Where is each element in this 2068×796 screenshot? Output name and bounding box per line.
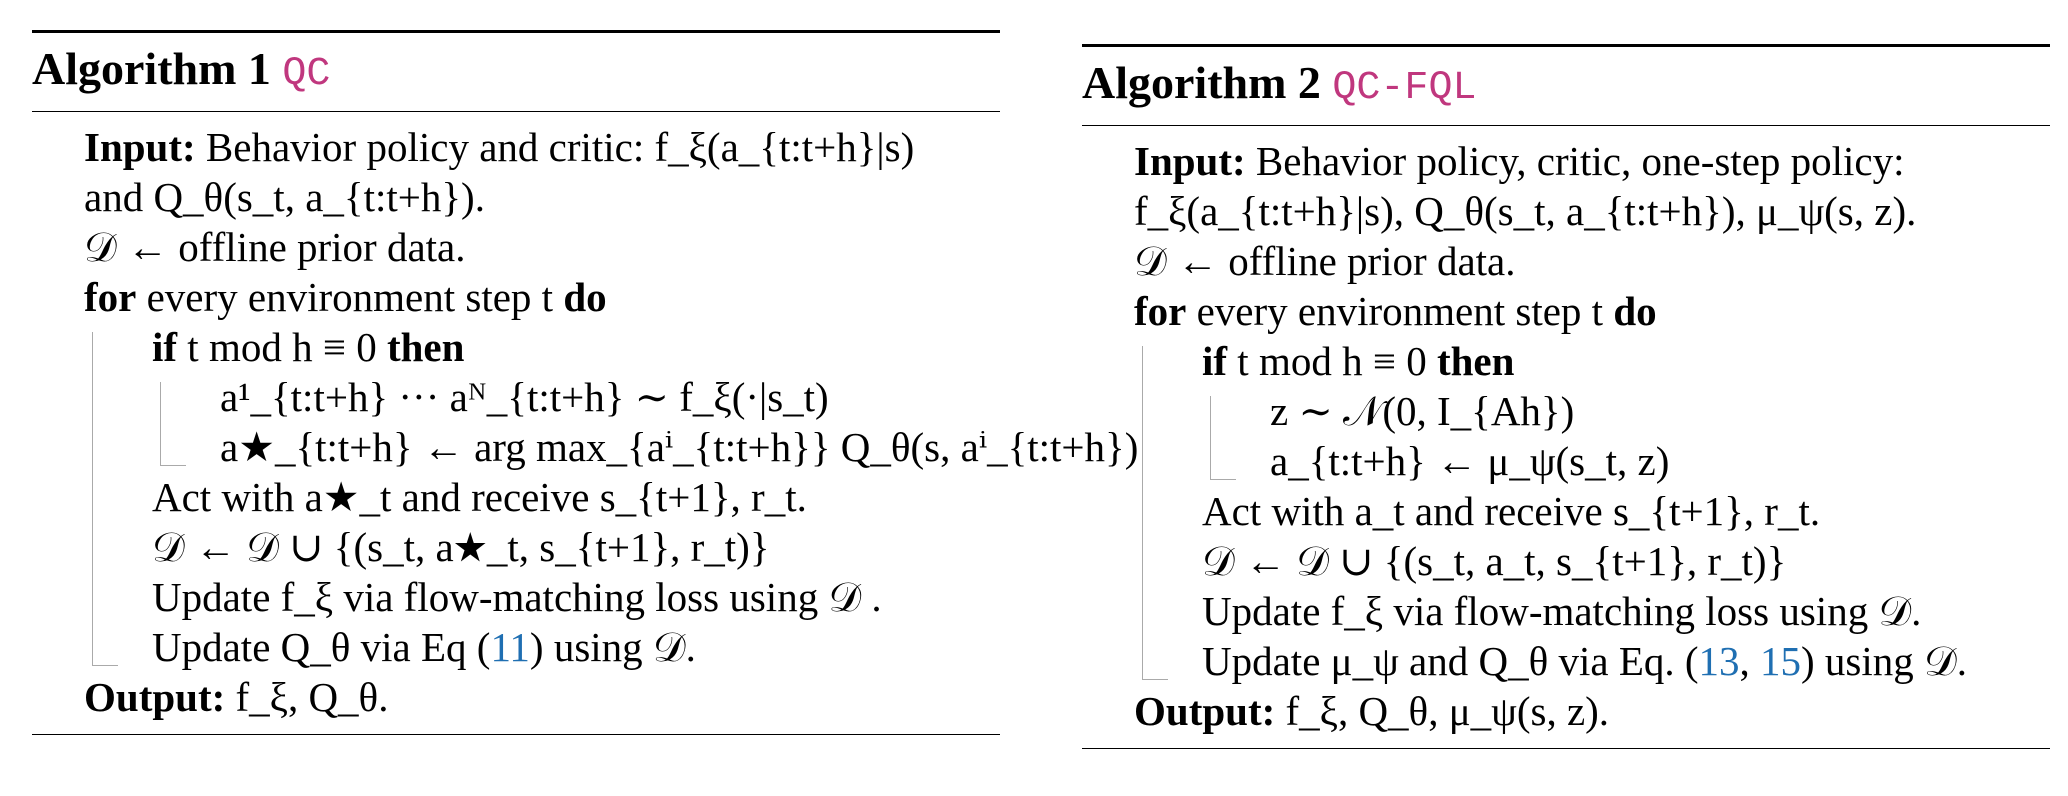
if-line	[152, 322, 1000, 372]
input-continuation: f_ξ(a_{t:t+h}|s), Q_θ(s_t, a_{t:t+h}), μ_ψ(s, z).	[1134, 188, 1917, 234]
update-f-line: Update f_ξ via flow-matching loss using 𝒟 .	[152, 574, 882, 620]
for-text: every environment step t	[1196, 288, 1604, 334]
output-keyword: Output:	[1134, 688, 1276, 734]
equation-reference-link[interactable]: 11	[490, 624, 530, 670]
act-line: Act with a_t and receive s_{t+1}, r_t.	[1202, 488, 1821, 534]
output-line	[84, 672, 1000, 722]
output-text: f_ξ, Q_θ, μ_ψ(s, z).	[1285, 688, 1610, 734]
algorithm-name: QC-FQL	[1332, 66, 1477, 111]
update-q-text: Update Q_θ via Eq (	[152, 624, 491, 670]
bottom-rule	[32, 734, 1000, 735]
if-line	[1202, 336, 2050, 386]
algorithm-2-box	[1082, 44, 2050, 749]
sample-z-line: z ∼ 𝒩(0, I_{Ah})	[1270, 388, 1575, 434]
for-block	[1134, 336, 2050, 686]
argmax-line: a★_{t:t+h} ← arg max_{aⁱ_{t:t+h}} Q_θ(s, aⁱ_{t:t+h})	[220, 424, 1139, 470]
do-keyword: do	[563, 274, 607, 320]
algorithm-1-header	[32, 33, 1000, 111]
data-update-line: 𝒟 ← 𝒟 ∪ {(s_t, a_t, s_{t+1}, r_t)}	[1202, 538, 1787, 584]
equation-reference-link-15[interactable]: 15	[1760, 638, 1802, 684]
for-text: every environment step t	[146, 274, 554, 320]
output-text: f_ξ, Q_θ.	[235, 674, 389, 720]
algorithm-2-header	[1082, 47, 2050, 125]
for-keyword: for	[84, 274, 137, 320]
algorithm-label: Algorithm 2	[1082, 57, 1321, 108]
update-mu-text: Update μ_ψ and Q_θ via Eq. (	[1202, 638, 1699, 684]
if-block	[152, 372, 1139, 472]
data-init-line: 𝒟 ← offline prior data.	[84, 224, 466, 270]
algorithm-name: QC	[282, 52, 331, 97]
sample-line: a¹_{t:t+h} ··· aᴺ_{t:t+h} ∼ f_ξ(·|s_t)	[220, 374, 829, 420]
for-block	[84, 322, 1139, 672]
input-line	[84, 122, 1000, 172]
algorithm-1-box	[32, 30, 1139, 735]
algorithm-2-body	[1082, 126, 2050, 748]
then-keyword: then	[1436, 338, 1515, 384]
then-keyword: then	[386, 324, 465, 370]
bottom-rule	[1082, 748, 2050, 749]
update-mu-suffix: ) using 𝒟.	[1801, 638, 1967, 684]
act-line: Act with a★_t and receive s_{t+1}, r_t.	[152, 474, 807, 520]
if-block	[1202, 386, 2050, 486]
data-init-line: 𝒟 ← offline prior data.	[1134, 238, 1516, 284]
input-keyword: Input:	[84, 124, 196, 170]
equation-reference-link-13[interactable]: 13	[1698, 638, 1740, 684]
input-line	[1134, 136, 2050, 186]
for-line	[1134, 286, 2050, 336]
input-keyword: Input:	[1134, 138, 1246, 184]
if-keyword: if	[1202, 338, 1228, 384]
if-condition: t mod h ≡ 0	[187, 324, 377, 370]
action-line: a_{t:t+h} ← μ_ψ(s_t, z)	[1270, 438, 1670, 484]
update-mu-line	[1202, 636, 2050, 686]
algorithm-1-body	[32, 112, 1139, 734]
if-condition: t mod h ≡ 0	[1237, 338, 1427, 384]
update-q-suffix: ) using 𝒟.	[529, 624, 696, 670]
input-continuation: and Q_θ(s_t, a_{t:t+h}).	[84, 174, 485, 220]
update-f-line: Update f_ξ via flow-matching loss using 𝒟.	[1202, 588, 1922, 634]
data-update-line: 𝒟 ← 𝒟 ∪ {(s_t, a★_t, s_{t+1}, r_t)}	[152, 524, 770, 570]
update-q-line	[152, 622, 1000, 672]
input-text: Behavior policy, critic, one-step policy:	[1255, 138, 1905, 184]
for-line	[84, 272, 1000, 322]
output-keyword: Output:	[84, 674, 226, 720]
input-text: Behavior policy and critic: f_ξ(a_{t:t+h}|s)	[205, 124, 915, 170]
if-keyword: if	[152, 324, 178, 370]
algorithm-label: Algorithm 1	[32, 43, 271, 94]
for-keyword: for	[1134, 288, 1187, 334]
do-keyword: do	[1613, 288, 1657, 334]
output-line	[1134, 686, 2050, 736]
reference-separator: ,	[1739, 638, 1761, 684]
